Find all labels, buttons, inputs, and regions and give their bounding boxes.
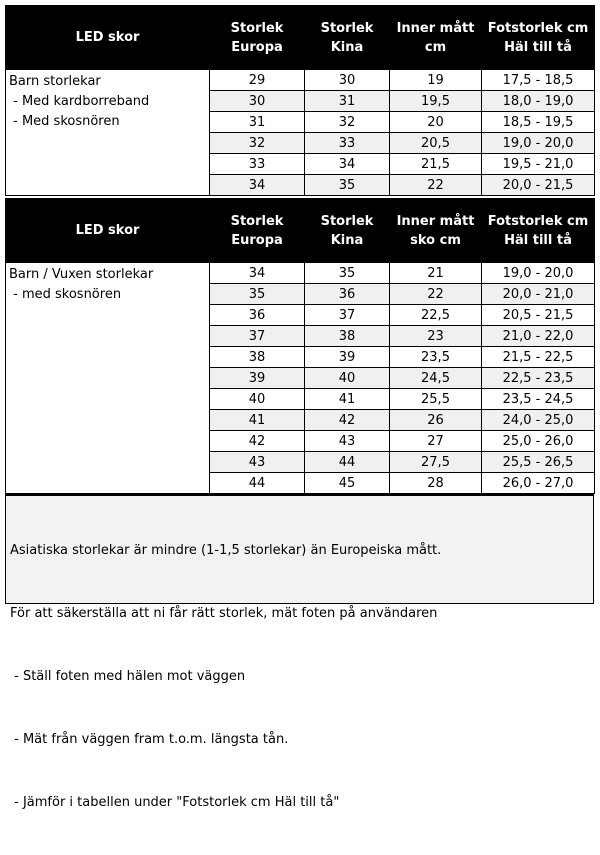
inner-length-cell: 28 bbox=[390, 473, 482, 494]
inner-length-cell: 23,5 bbox=[390, 347, 482, 368]
header-size-europe: Storlek Europa bbox=[210, 199, 305, 263]
foot-size-cell: 25,0 - 26,0 bbox=[482, 431, 595, 452]
header-led-skor: LED skor bbox=[6, 6, 210, 70]
note-line: - Jämför i tabellen under "Fotstorlek cm Häl till tå" bbox=[10, 795, 340, 810]
inner-length-cell: 19 bbox=[390, 70, 482, 91]
foot-size-cell: 26,0 - 27,0 bbox=[482, 473, 595, 494]
size-china-cell: 36 bbox=[305, 284, 390, 305]
size-europe-cell: 33 bbox=[210, 154, 305, 175]
size-europe-cell: 42 bbox=[210, 431, 305, 452]
header-size-europe: Storlek Europa bbox=[210, 6, 305, 70]
foot-size-cell: 19,0 - 20,0 bbox=[482, 133, 595, 154]
header-foot-size: Fotstorlek cm Häl till tå bbox=[482, 6, 595, 70]
size-china-cell: 32 bbox=[305, 112, 390, 133]
inner-length-cell: 24,5 bbox=[390, 368, 482, 389]
inner-length-cell: 27 bbox=[390, 431, 482, 452]
size-china-cell: 37 bbox=[305, 305, 390, 326]
size-europe-cell: 43 bbox=[210, 452, 305, 473]
header-size-china: Storlek Kina bbox=[305, 199, 390, 263]
size-europe-cell: 32 bbox=[210, 133, 305, 154]
foot-size-cell: 17,5 - 18,5 bbox=[482, 70, 595, 91]
size-table-children bbox=[5, 5, 595, 196]
note-line: - Mät från väggen fram t.o.m. längsta tån. bbox=[10, 732, 289, 747]
size-europe-cell: 35 bbox=[210, 284, 305, 305]
size-europe-cell: 30 bbox=[210, 91, 305, 112]
size-china-cell: 43 bbox=[305, 431, 390, 452]
measuring-instructions bbox=[5, 494, 594, 810]
size-china-cell: 33 bbox=[305, 133, 390, 154]
size-group-description: Barn storlekar - Med kardborreband - Med skosnören bbox=[6, 70, 210, 196]
inner-length-cell: 23 bbox=[390, 326, 482, 347]
size-europe-cell: 34 bbox=[210, 175, 305, 196]
size-china-cell: 38 bbox=[305, 326, 390, 347]
note-line: För att säkerställa att ni får rätt storlek, mät foten på användaren bbox=[10, 606, 438, 621]
size-china-cell: 31 bbox=[305, 91, 390, 112]
size-china-cell: 35 bbox=[305, 263, 390, 284]
size-china-cell: 41 bbox=[305, 389, 390, 410]
size-table-children-adult bbox=[5, 198, 595, 494]
size-china-cell: 40 bbox=[305, 368, 390, 389]
foot-size-cell: 22,5 - 23,5 bbox=[482, 368, 595, 389]
foot-size-cell: 20,5 - 21,5 bbox=[482, 305, 595, 326]
size-europe-cell: 34 bbox=[210, 263, 305, 284]
note-line: Asiatiska storlekar är mindre (1-1,5 storlekar) än Europeiska mått. bbox=[10, 543, 442, 558]
size-china-cell: 34 bbox=[305, 154, 390, 175]
inner-length-cell: 22 bbox=[390, 284, 482, 305]
table-row bbox=[6, 70, 595, 91]
table-body bbox=[6, 263, 595, 494]
size-china-cell: 45 bbox=[305, 473, 390, 494]
table-body bbox=[6, 70, 595, 196]
foot-size-cell: 21,5 - 22,5 bbox=[482, 347, 595, 368]
note-line: - Ställ foten med hälen mot väggen bbox=[10, 669, 246, 684]
size-europe-cell: 36 bbox=[210, 305, 305, 326]
foot-size-cell: 20,0 - 21,0 bbox=[482, 284, 595, 305]
foot-size-cell: 21,0 - 22,0 bbox=[482, 326, 595, 347]
size-chart bbox=[5, 5, 594, 810]
table-row bbox=[6, 263, 595, 284]
size-europe-cell: 44 bbox=[210, 473, 305, 494]
foot-size-cell: 23,5 - 24,5 bbox=[482, 389, 595, 410]
table-header-row bbox=[6, 199, 595, 263]
inner-length-cell: 21 bbox=[390, 263, 482, 284]
header-size-china: Storlek Kina bbox=[305, 6, 390, 70]
foot-size-cell: 24,0 - 25,0 bbox=[482, 410, 595, 431]
foot-size-cell: 25,5 - 26,5 bbox=[482, 452, 595, 473]
size-china-cell: 30 bbox=[305, 70, 390, 91]
inner-length-cell: 22,5 bbox=[390, 305, 482, 326]
size-china-cell: 35 bbox=[305, 175, 390, 196]
foot-size-cell: 18,0 - 19,0 bbox=[482, 91, 595, 112]
size-group-description: Barn / Vuxen storlekar - med skosnören bbox=[6, 263, 210, 494]
header-foot-size: Fotstorlek cm Häl till tå bbox=[482, 199, 595, 263]
header-led-skor: LED skor bbox=[6, 199, 210, 263]
size-europe-cell: 29 bbox=[210, 70, 305, 91]
size-europe-cell: 37 bbox=[210, 326, 305, 347]
inner-length-cell: 21,5 bbox=[390, 154, 482, 175]
header-inner-length: Inner mått sko cm bbox=[390, 199, 482, 263]
inner-length-cell: 19,5 bbox=[390, 91, 482, 112]
size-china-cell: 42 bbox=[305, 410, 390, 431]
size-europe-cell: 40 bbox=[210, 389, 305, 410]
inner-length-cell: 20,5 bbox=[390, 133, 482, 154]
size-europe-cell: 31 bbox=[210, 112, 305, 133]
foot-size-cell: 18,5 - 19,5 bbox=[482, 112, 595, 133]
table-header-row bbox=[6, 6, 595, 70]
header-inner-length: Inner mått cm bbox=[390, 6, 482, 70]
foot-size-cell: 20,0 - 21,5 bbox=[482, 175, 595, 196]
size-europe-cell: 41 bbox=[210, 410, 305, 431]
size-europe-cell: 38 bbox=[210, 347, 305, 368]
inner-length-cell: 20 bbox=[390, 112, 482, 133]
size-china-cell: 44 bbox=[305, 452, 390, 473]
foot-size-cell: 19,5 - 21,0 bbox=[482, 154, 595, 175]
inner-length-cell: 25,5 bbox=[390, 389, 482, 410]
inner-length-cell: 26 bbox=[390, 410, 482, 431]
foot-size-cell: 19,0 - 20,0 bbox=[482, 263, 595, 284]
inner-length-cell: 27,5 bbox=[390, 452, 482, 473]
size-china-cell: 39 bbox=[305, 347, 390, 368]
size-europe-cell: 39 bbox=[210, 368, 305, 389]
inner-length-cell: 22 bbox=[390, 175, 482, 196]
